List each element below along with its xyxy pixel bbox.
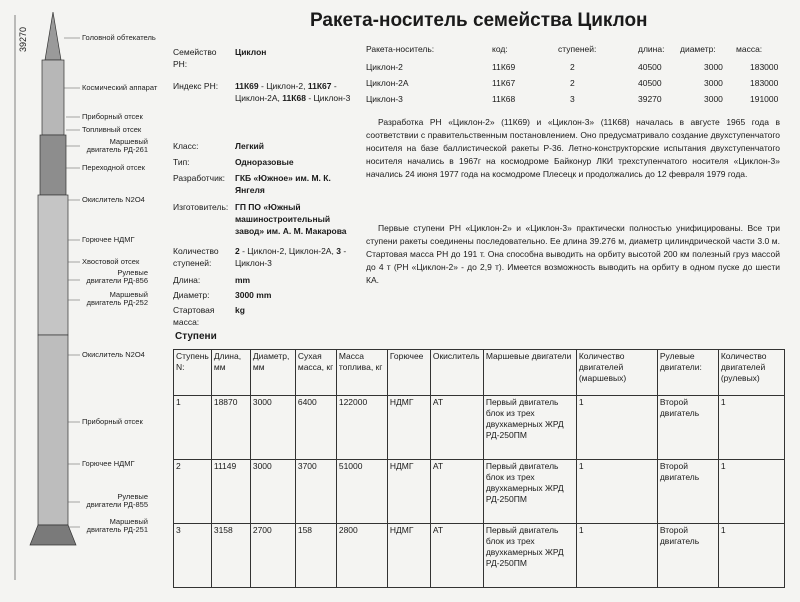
- rocket-label: Горючее НДМГ: [82, 235, 135, 244]
- spec-header: масса:: [736, 44, 763, 54]
- spec-cell: 11К67: [492, 78, 516, 88]
- table-cell: НДМГ: [387, 396, 430, 460]
- table-cell: 2: [174, 460, 212, 524]
- rocket-label: Приборный отсек: [82, 112, 143, 121]
- index-label: Индекс РН:: [173, 81, 219, 91]
- spec-cell: 2: [570, 62, 575, 72]
- spec-cell: 183000: [750, 78, 779, 88]
- spec-cell: 3000: [704, 94, 723, 104]
- class-label: Класс:: [173, 141, 199, 151]
- stages-header-cell: Масса топлива, кг: [336, 350, 387, 396]
- table-cell: 1: [174, 396, 212, 460]
- rocket-label: Переходной отсек: [82, 163, 145, 172]
- stages-header-cell: Маршевые двигатели: [483, 350, 576, 396]
- spec-header: ступеней:: [558, 44, 597, 54]
- spec-cell: 191000: [750, 94, 779, 104]
- stages-header-row: [174, 350, 785, 396]
- stages-header-cell: Ступень N:: [174, 350, 212, 396]
- spec-table: [366, 44, 786, 106]
- table-cell: Первый двигатель блок из трех двухкамерных ЖРД РД-250ПМ: [483, 460, 576, 524]
- rocket-label: Маршевый двигатель РД-252: [86, 290, 148, 307]
- table-cell: 2800: [336, 524, 387, 588]
- rocket-label: Горючее НДМГ: [82, 459, 135, 468]
- rocket-label: Рулевые двигатели РД-855: [86, 492, 148, 509]
- rocket-label: Хвостовой отсек: [82, 257, 140, 266]
- table-cell: 18870: [211, 396, 250, 460]
- type-label: Тип:: [173, 157, 190, 167]
- stages-header-cell: Диаметр, мм: [250, 350, 295, 396]
- table-cell: 3700: [295, 460, 336, 524]
- table-cell: Первый двигатель блок из трех двухкамерных ЖРД РД-250ПМ: [483, 524, 576, 588]
- stages-header-cell: Сухая масса, кг: [295, 350, 336, 396]
- diameter-value: 3000 mm: [235, 290, 272, 300]
- table-cell: АТ: [430, 460, 483, 524]
- rocket-label: Окислитель N2O4: [82, 350, 145, 359]
- spec-header: код:: [492, 44, 508, 54]
- history-paragraph: Разработка РН «Циклон-2» (11К69) и «Циклон-3» (11К68) началась в августе 1965 года в соответствии с правительственным постановлением. Оно предусматривало создание двухступенчатого носителя на базе баллистической ракеты Р-36. Летно-конструкторские испытания двухступенчатого носителя начались в 1967г на космодроме Байконур ЛКИ трехступенчатого носителя «Циклон-3» начались 24 июня 1977 года на космодроме Плесецк и продолжались до 12 февраля 1979 года.: [366, 117, 780, 179]
- rocket-illustration: [0, 0, 175, 602]
- stages-table: [173, 349, 785, 588]
- developer-value: ГКБ «Южное» им. М. К. Янгеля: [235, 173, 331, 195]
- maker-value: ГП ПО «Южный машиностроительный завод» им. А. М. Макарова: [235, 202, 347, 236]
- rocket-label: Головной обтекатель: [82, 33, 156, 42]
- table-row: [174, 524, 785, 588]
- class-value: Легкий: [235, 141, 264, 151]
- table-cell: Второй двигатель: [657, 396, 718, 460]
- design-paragraph: Первые ступени РН «Циклон-2» и «Циклон-3» практически полностью унифицированы. Все три ступени ракеты соединены последовательно. Ее длина 39.276 м, диаметр цилиндрической части 3.0 м. Стартовая масса РН до 191 т. Она способна выводить на орбиту высотой 200 км полезный груз массой до 4 т (РН «Циклон-2» - до 2,9 т). Имеется возможность выводить на орбиту в одном пуске до шести КА.: [366, 223, 780, 285]
- stages-header-cell: Количество двигателей (маршевых): [576, 350, 657, 396]
- mass-value: kg: [235, 305, 245, 315]
- table-cell: НДМГ: [387, 524, 430, 588]
- length-label: Длина:: [173, 275, 201, 285]
- table-cell: 158: [295, 524, 336, 588]
- spec-cell: 39270: [638, 94, 662, 104]
- rocket-label: Приборный отсек: [82, 417, 143, 426]
- type-value: Одноразовые: [235, 157, 294, 167]
- rocket-label: Окислитель N2O4: [82, 195, 145, 204]
- table-cell: АТ: [430, 524, 483, 588]
- table-cell: 3158: [211, 524, 250, 588]
- spec-cell: 11К68: [492, 94, 516, 104]
- rocket-label: Космический аппарат: [82, 83, 158, 92]
- spec-cell: 2: [570, 78, 575, 88]
- stages-count-value: 2 - Циклон-2, Циклон-2А, 3 - Циклон-3: [235, 246, 347, 268]
- developer-label: Разработчик:: [173, 173, 225, 183]
- rocket-label: Маршевый двигатель РД-251: [86, 517, 148, 534]
- table-cell: 3000: [250, 460, 295, 524]
- table-cell: 1: [576, 460, 657, 524]
- stages-count-label: Количество ступеней:: [173, 246, 219, 268]
- stages-header-cell: Количество двигателей (рулевых): [718, 350, 784, 396]
- family-value: Циклон: [235, 47, 267, 57]
- diameter-label: Диаметр:: [173, 290, 210, 300]
- spec-cell: 183000: [750, 62, 779, 72]
- rocket-label: Топливный отсек: [82, 125, 142, 134]
- spec-cell: 3000: [704, 62, 723, 72]
- length-value: mm: [235, 275, 251, 285]
- table-cell: 6400: [295, 396, 336, 460]
- table-row: [174, 460, 785, 524]
- spec-header: длина:: [638, 44, 665, 54]
- table-cell: 1: [718, 460, 784, 524]
- table-cell: Второй двигатель: [657, 460, 718, 524]
- table-cell: НДМГ: [387, 460, 430, 524]
- mass-label: Стартовая масса:: [173, 305, 215, 327]
- spec-cell: 11К69: [492, 62, 516, 72]
- index-value: 11К69 - Циклон-2, 11К67 - Циклон-2А, 11К68 - Циклон-3: [235, 81, 351, 103]
- table-cell: 2700: [250, 524, 295, 588]
- spec-cell: Циклон-2: [366, 62, 403, 72]
- stages-header-cell: Длина, мм: [211, 350, 250, 396]
- table-row: [174, 396, 785, 460]
- table-cell: Первый двигатель блок из трех двухкамерных ЖРД РД-250ПМ: [483, 396, 576, 460]
- spec-header: диаметр:: [680, 44, 716, 54]
- spec-cell: 40500: [638, 62, 662, 72]
- spec-cell: Циклон-3: [366, 94, 403, 104]
- rocket-length-label: 39270: [18, 26, 28, 52]
- table-cell: 122000: [336, 396, 387, 460]
- table-cell: 3000: [250, 396, 295, 460]
- stages-section-title: Ступени: [175, 331, 217, 342]
- stages-header-cell: Окислитель: [430, 350, 483, 396]
- rocket-label: Маршевый двигатель РД-261: [86, 137, 148, 154]
- spec-cell: Циклон-2А: [366, 78, 409, 88]
- spec-cell: 40500: [638, 78, 662, 88]
- table-cell: 1: [718, 396, 784, 460]
- table-cell: АТ: [430, 396, 483, 460]
- spec-cell: 3000: [704, 78, 723, 88]
- table-cell: 51000: [336, 460, 387, 524]
- table-cell: 1: [576, 396, 657, 460]
- spec-cell: 3: [570, 94, 575, 104]
- table-cell: 3: [174, 524, 212, 588]
- family-label: Семейство РН:: [173, 47, 217, 69]
- table-cell: 1: [576, 524, 657, 588]
- stages-header-cell: Рулевые двигатели:: [657, 350, 718, 396]
- table-cell: 11149: [211, 460, 250, 524]
- table-cell: Второй двигатель: [657, 524, 718, 588]
- spec-header: Ракета-носитель:: [366, 44, 435, 54]
- table-cell: 1: [718, 524, 784, 588]
- general-info: [173, 46, 363, 327]
- stages-header-cell: Горючее: [387, 350, 430, 396]
- maker-label: Изготовитель:: [173, 202, 229, 212]
- page-title: Ракета-носитель семейства Циклон: [310, 10, 648, 31]
- rocket-label: Рулевые двигатели РД-856: [86, 268, 148, 285]
